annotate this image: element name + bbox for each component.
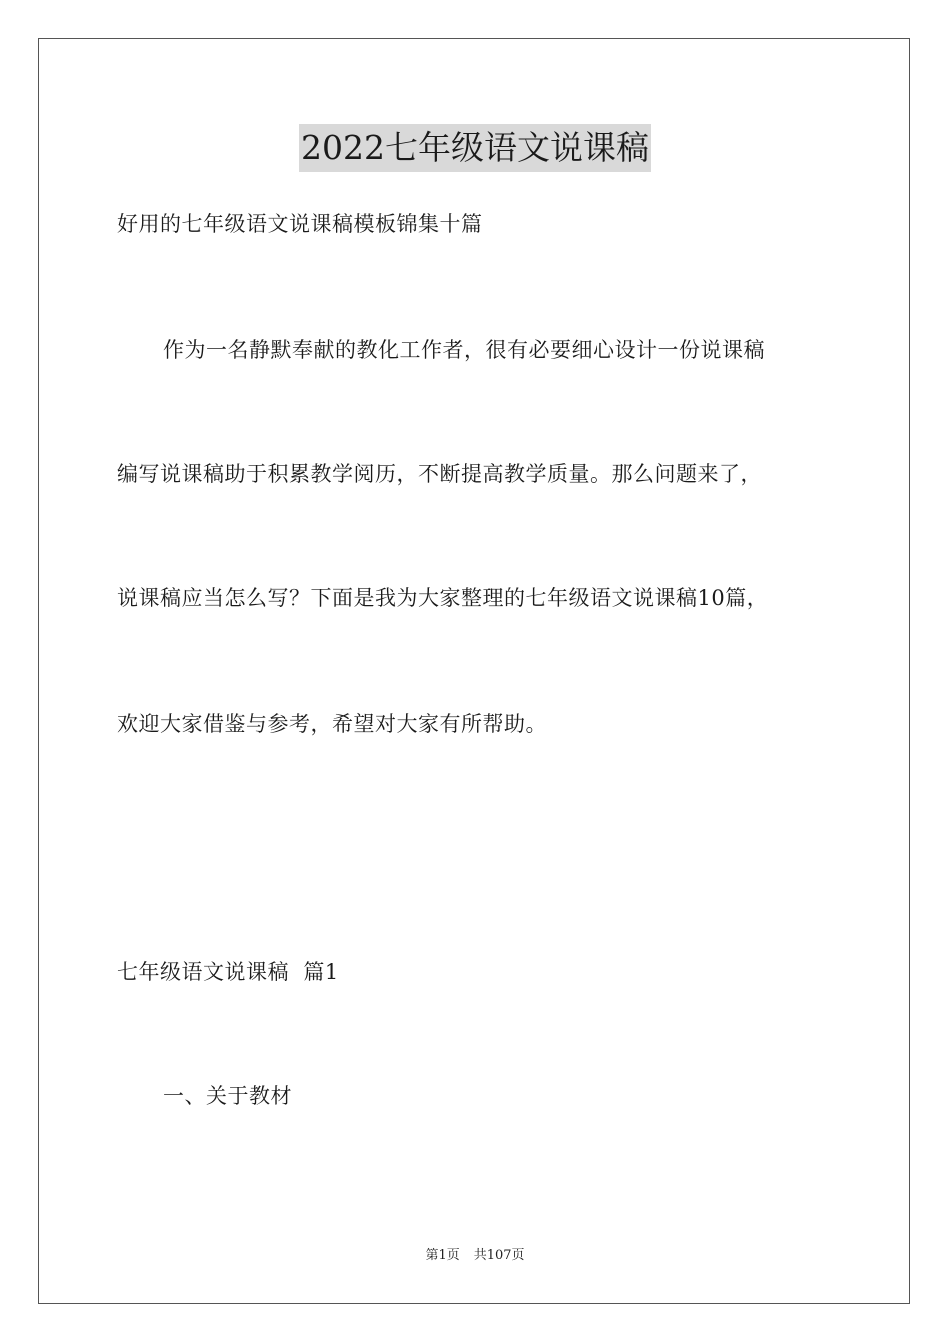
intro-line-1: 作为一名静默奉献的教化工作者，很有必要细心设计一份说课稿 bbox=[163, 338, 765, 362]
intro-line-4: 欢迎大家借鉴与参考，希望对大家有所帮助。 bbox=[117, 712, 547, 736]
page-footer bbox=[0, 1246, 950, 1266]
page-number: 第1页 bbox=[425, 1248, 460, 1263]
intro-line-2: 编写说课稿助于积累教学阅历，不断提高教学质量。那么问题来了， bbox=[117, 462, 762, 486]
section-heading: 七年级语文说课稿 篇1 bbox=[117, 960, 339, 984]
document-subtitle: 好用的七年级语文说课稿模板锦集十篇 bbox=[117, 212, 483, 236]
title-container bbox=[0, 124, 950, 172]
total-pages: 共107页 bbox=[473, 1248, 525, 1263]
subsection-heading: 一、关于教材 bbox=[163, 1084, 292, 1108]
intro-line-3: 说课稿应当怎么写？下面是我为大家整理的七年级语文说课稿10篇， bbox=[117, 586, 769, 610]
document-title: 2022七年级语文说课稿 bbox=[299, 124, 651, 172]
